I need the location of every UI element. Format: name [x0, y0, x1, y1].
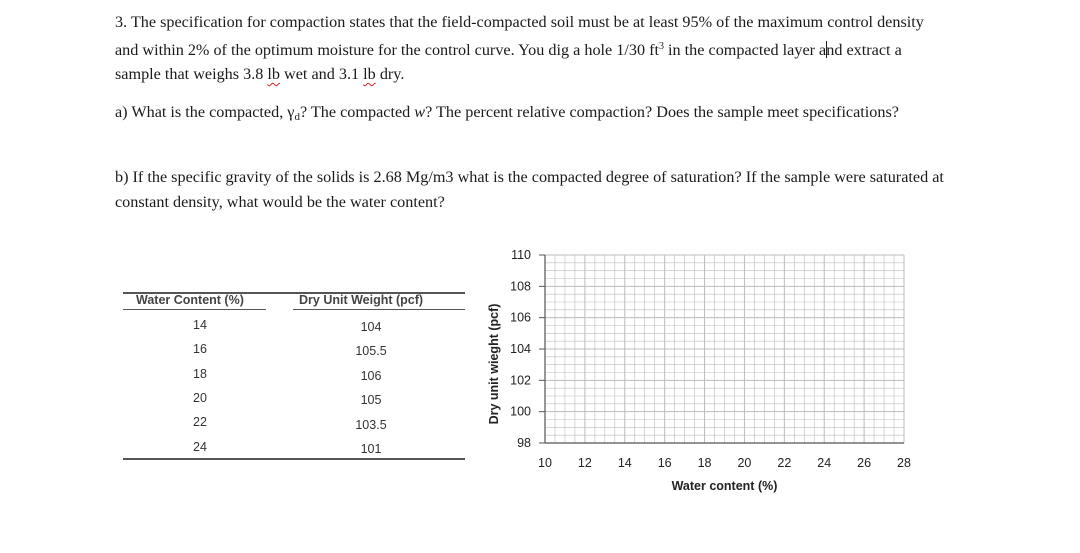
table-cell: 105.5: [355, 344, 387, 358]
table-cell: 24: [193, 440, 207, 454]
x-tick-label: 10: [538, 456, 552, 470]
intro-text-2: in the compacted layer a: [664, 40, 827, 59]
table-cell: 105: [360, 393, 382, 407]
header-water-content: Water Content (%): [136, 293, 244, 307]
w-symbol: w: [414, 103, 426, 121]
spell-flag-lb[interactable]: lb: [267, 65, 280, 83]
y-tick-label: 108: [510, 279, 531, 294]
spell-flag-lb[interactable]: lb: [363, 65, 376, 83]
x-axis-label: Water content (%): [671, 479, 778, 493]
x-tick-label: 26: [857, 456, 872, 470]
intro-text-5: dry.: [375, 65, 405, 83]
table-cell: 18: [193, 367, 207, 381]
intro-text-1: 3. The specification for compaction states that the field-compacted soil must be at least 95% of the maximum control density and within 2% of the optimum moisture for the control curve. You dig a hole 1/30 ft: [115, 13, 924, 59]
header-dry-unit-weight: Dry Unit Weight (pcf): [299, 293, 424, 307]
intro-text-3: nd extract a sample that weighs 3.8: [115, 40, 902, 83]
x-tick-label: 24: [817, 456, 832, 470]
x-tick-label: 12: [577, 456, 592, 470]
part-a-text-3: ? The percent relative compaction? Does the sample meet specifications?: [425, 103, 899, 121]
question-part-b: b) If the specific gravity of the solids is 2.68 Mg/m3 what is the compacted degree of saturation? If the sample were saturated at constant density, what would be the water content?: [115, 168, 944, 211]
x-tick-label: 20: [737, 456, 752, 470]
table-cell: 101: [360, 442, 382, 456]
x-tick-label: 22: [777, 456, 792, 470]
x-tick-label: 14: [617, 456, 632, 470]
part-a-text-2: ? The compacted: [299, 103, 415, 121]
y-tick-label: 106: [510, 310, 531, 325]
y-tick-label: 102: [510, 373, 531, 388]
x-tick-label: 18: [697, 456, 712, 470]
y-tick-label: 100: [510, 404, 531, 419]
table-cell: 14: [193, 318, 207, 332]
x-tick-label: 16: [657, 456, 672, 470]
y-axis-label: Dry unit wieght (pcf): [487, 303, 501, 425]
y-tick-label: 104: [510, 342, 531, 356]
table-cell: 103.5: [355, 418, 387, 432]
y-tick-label: 98: [517, 436, 531, 450]
table-cell: 22: [193, 415, 207, 429]
intro-superscript: 3: [659, 40, 664, 52]
table-cell: 16: [193, 342, 207, 356]
intro-text-4: wet and 3.1: [280, 65, 364, 83]
table-cell: 20: [193, 391, 207, 405]
part-a-text-1: a) What is the compacted, γ: [115, 103, 295, 121]
gamma-subscript: d: [294, 111, 300, 123]
x-tick-label: 28: [897, 456, 911, 470]
y-tick-label: 110: [511, 248, 531, 262]
table-cell: 104: [360, 320, 382, 334]
table-cell: 106: [360, 369, 382, 383]
